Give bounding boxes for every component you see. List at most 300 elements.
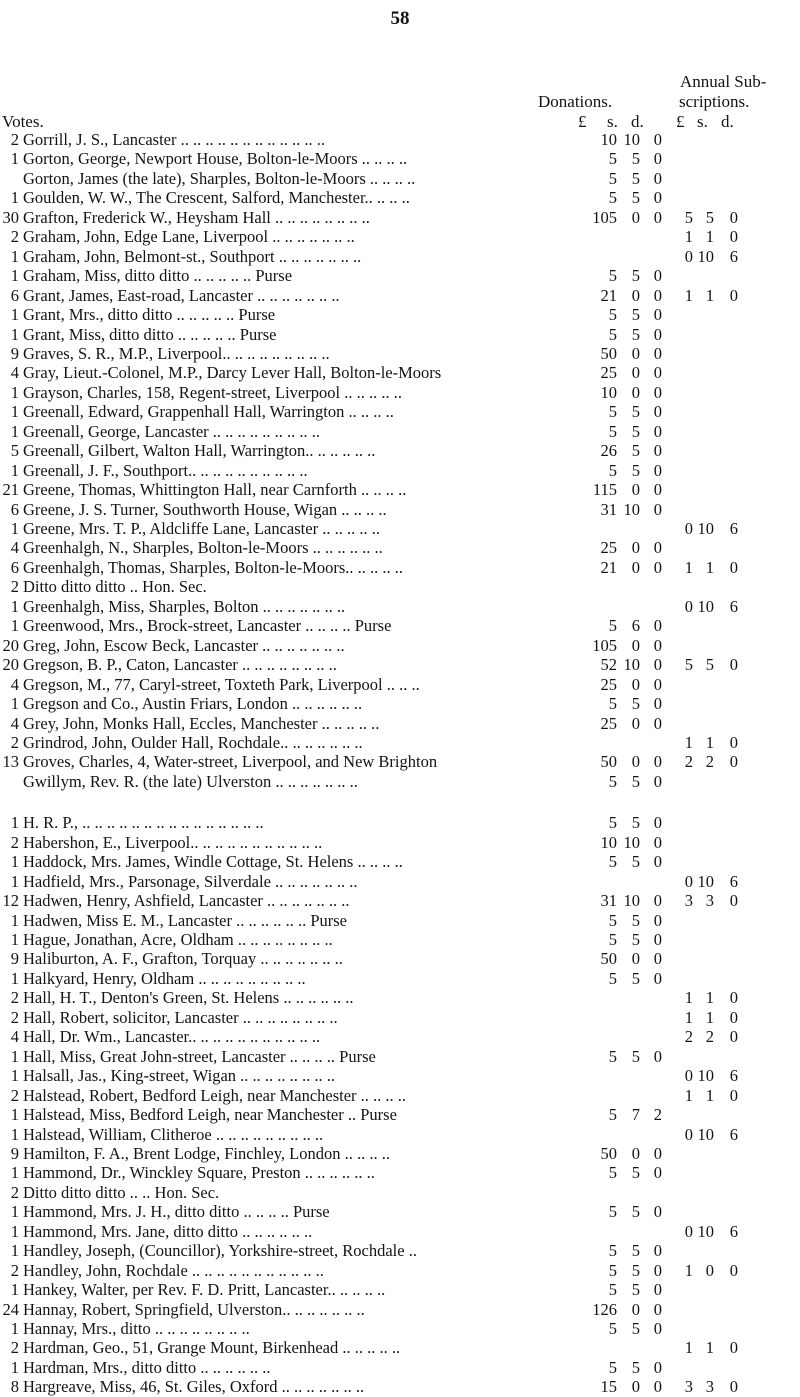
subscriber-name: Grindrod, John, Oulder Hall, Rochdale.. .. .. .. .. .. .. (23, 732, 363, 752)
table-row (0, 597, 800, 617)
donation-amount: 0 (653, 930, 662, 949)
votes-cell: 1 (10, 460, 19, 480)
table-row (0, 655, 800, 675)
donation-amount: 0 (653, 1377, 662, 1397)
votes-cell: 2 (10, 227, 19, 247)
donation-amount: 0 (653, 421, 662, 441)
subscription-amount: 0 (729, 1260, 738, 1280)
votes-cell: 1 (10, 188, 19, 208)
subscriber-name: Gwillym, Rev. R. (the late) Ulverston .. .. .. .. .. .. .. (23, 771, 358, 791)
subscription-amount: 0 (684, 1221, 693, 1241)
subscription-amount: 3 (705, 1377, 714, 1397)
donation-amount: 10 (623, 130, 640, 149)
donation-amount: 10 (600, 130, 617, 149)
votes-cell: 1 (10, 871, 19, 891)
donation-amount: 5 (608, 266, 617, 286)
table-row (0, 852, 800, 872)
votes-cell: 1 (10, 149, 19, 169)
donation-amount: 52 (600, 655, 617, 675)
table-row (0, 305, 800, 325)
votes-cell: 1 (10, 1319, 19, 1338)
votes-cell: 1 (10, 1357, 19, 1377)
donation-amount: 7 (631, 1105, 640, 1125)
donation-amount: 0 (631, 1299, 640, 1319)
subscriber-name: Goulden, W. W., The Crescent, Salford, Manchester.. .. .. .. (23, 188, 410, 208)
subscription-amount: 6 (729, 871, 738, 891)
donation-amount: 6 (631, 616, 640, 636)
table-row (0, 930, 800, 950)
donation-amount: 5 (631, 1319, 640, 1338)
subscription-amount: 0 (729, 1338, 738, 1358)
table-row (0, 441, 800, 461)
votes-cell: 1 (10, 246, 19, 266)
subscription-amount: 1 (705, 1085, 714, 1105)
subscription-amount: 5 (684, 655, 693, 675)
donation-amount: 5 (631, 149, 640, 169)
table-row (0, 1261, 800, 1281)
table-row (0, 911, 800, 931)
subscription-amount: 6 (729, 246, 738, 266)
votes-cell: 2 (10, 1182, 19, 1202)
donation-amount: 0 (653, 771, 662, 791)
header-sub-pounds: £ (676, 112, 685, 131)
table-row (0, 325, 800, 345)
donation-amount: 5 (608, 910, 617, 930)
header-don-shillings: s. (607, 112, 618, 131)
subscription-amount: 10 (697, 871, 714, 891)
donation-amount: 10 (623, 832, 640, 852)
table-row (0, 833, 800, 853)
donation-amount: 0 (653, 1299, 662, 1319)
donation-amount: 25 (600, 538, 617, 558)
subscription-amount: 10 (697, 519, 714, 538)
donation-amount: 5 (608, 168, 617, 188)
donation-amount: 5 (608, 324, 617, 344)
donation-amount: 0 (653, 1143, 662, 1163)
table-row (0, 1008, 800, 1028)
donation-amount: 50 (600, 343, 617, 363)
header-votes: Votes. (2, 112, 44, 131)
table-row (0, 1280, 800, 1300)
table-row (0, 1105, 800, 1125)
subscriber-name: Gregson, M., 77, Caryl-street, Toxteth Park, Liverpool .. .. .. (23, 674, 420, 694)
donation-amount: 5 (608, 1163, 617, 1183)
table-row (0, 519, 800, 539)
table-row (0, 169, 800, 189)
donation-amount: 25 (600, 713, 617, 733)
subscription-amount: 0 (729, 988, 738, 1008)
donation-amount: 0 (653, 149, 662, 169)
donation-amount: 0 (653, 635, 662, 655)
donation-amount: 5 (608, 1105, 617, 1125)
table-row (0, 1125, 800, 1145)
votes-cell: 4 (10, 1027, 19, 1047)
subscription-amount: 1 (705, 557, 714, 577)
subscriber-name: Haliburton, A. F., Grafton, Torquay .. .. .. .. .. .. .. (23, 949, 343, 969)
subscriber-name: Grant, Mrs., ditto ditto .. .. .. .. .. Purse (23, 305, 276, 325)
table-row (0, 1183, 800, 1203)
table-row (0, 227, 800, 247)
subscriber-name: Graham, John, Edge Lane, Liverpool .. .. .. .. .. .. .. (23, 227, 355, 247)
table-row (0, 480, 800, 500)
donation-amount: 5 (608, 852, 617, 872)
votes-cell: 4 (10, 363, 19, 383)
table-row (0, 208, 800, 228)
donation-amount: 0 (653, 460, 662, 480)
subscriber-name: Hall, Dr. Wm., Lancaster.. .. .. .. .. .. .. .. .. .. .. (23, 1027, 321, 1047)
subscription-amount: 1 (705, 285, 714, 305)
subscriber-name: Hall, Robert, solicitor, Lancaster .. .. .. .. .. .. .. .. (23, 1007, 338, 1027)
header-don-pounds: £ (578, 112, 587, 131)
subscription-amount: 3 (705, 891, 714, 911)
table-row (0, 1163, 800, 1183)
donation-amount: 0 (653, 968, 662, 988)
donation-amount: 5 (608, 1280, 617, 1300)
table-row (0, 1027, 800, 1047)
votes-cell: 1 (10, 324, 19, 344)
donation-amount: 5 (631, 1241, 640, 1261)
subscriber-name: Hannay, Robert, Springfield, Ulverston.. .. .. .. .. .. .. (23, 1299, 365, 1319)
table-row (0, 500, 800, 520)
subscriber-name: Greenall, Gilbert, Walton Hall, Warrington.. .. .. .. .. .. (23, 441, 376, 461)
subscriber-name: Graves, S. R., M.P., Liverpool.. .. .. .. .. .. .. .. .. (23, 343, 330, 363)
subscription-amount: 1 (705, 732, 714, 752)
donation-amount: 0 (653, 557, 662, 577)
donation-amount: 0 (653, 949, 662, 969)
subscription-amount: 0 (729, 891, 738, 911)
table-row (0, 363, 800, 383)
subscription-amount: 1 (684, 557, 693, 577)
votes-cell: 20 (2, 635, 19, 655)
donation-amount: 31 (600, 891, 617, 911)
votes-cell: 6 (10, 557, 19, 577)
subscriber-name: Gregson, B. P., Caton, Lancaster .. .. .. .. .. .. .. .. (23, 655, 337, 675)
donation-amount: 5 (631, 305, 640, 325)
table-row (0, 872, 800, 892)
subscriber-name: Greg, John, Escow Beck, Lancaster .. .. .. .. .. .. .. (23, 635, 345, 655)
table-row (0, 1319, 800, 1339)
votes-cell: 2 (10, 988, 19, 1008)
table-row (0, 694, 800, 714)
votes-cell: 21 (2, 480, 19, 500)
votes-cell: 1 (10, 1046, 19, 1066)
donation-amount: 0 (653, 441, 662, 461)
subscription-amount: 2 (705, 752, 714, 772)
donation-amount: 5 (631, 910, 640, 930)
subscriber-name: Hague, Jonathan, Acre, Oldham .. .. .. .. .. .. .. .. (23, 930, 333, 949)
table-row (0, 969, 800, 989)
donation-amount: 0 (653, 832, 662, 852)
page-number: 58 (390, 8, 410, 29)
subscription-amount: 0 (729, 285, 738, 305)
votes-cell: 1 (10, 1105, 19, 1125)
donation-amount: 126 (592, 1299, 617, 1319)
votes-cell: 1 (10, 1163, 19, 1183)
subscriber-name: Grafton, Frederick W., Heysham Hall .. .. .. .. .. .. .. .. (23, 207, 370, 227)
votes-cell: 1 (10, 266, 19, 286)
table-row (0, 1066, 800, 1086)
donation-amount: 25 (600, 674, 617, 694)
subscription-amount: 0 (729, 557, 738, 577)
subscriber-name: Handley, Joseph, (Councillor), Yorkshire-street, Rochdale .. (23, 1241, 417, 1261)
subscription-amount: 0 (684, 596, 693, 616)
subscription-amount: 6 (729, 1066, 738, 1086)
donation-amount: 0 (653, 305, 662, 325)
donation-amount: 0 (653, 1357, 662, 1377)
subscriber-name: Hargreave, Miss, 46, St. Giles, Oxford .. .. .. .. .. .. .. (23, 1377, 365, 1397)
subscriber-name: Greenall, Edward, Grappenhall Hall, Warrington .. .. .. .. (23, 402, 394, 422)
table-row (0, 949, 800, 969)
subscription-amount: 10 (697, 1066, 714, 1086)
subscription-amount: 0 (729, 1027, 738, 1047)
subscription-amount: 1 (684, 988, 693, 1008)
donation-amount: 0 (653, 616, 662, 636)
votes-cell: 1 (10, 1066, 19, 1086)
table-row (0, 1300, 800, 1320)
donation-amount: 0 (653, 402, 662, 422)
donation-amount: 5 (608, 460, 617, 480)
donation-amount: 5 (608, 149, 617, 169)
donation-amount: 0 (653, 813, 662, 833)
donation-amount: 0 (631, 949, 640, 969)
votes-cell: 1 (10, 813, 19, 833)
votes-cell: 9 (10, 1143, 19, 1163)
subscriber-name: Hadwen, Miss E. M., Lancaster .. .. .. .. .. .. Purse (23, 910, 347, 930)
votes-cell: 24 (2, 1299, 19, 1319)
donation-amount: 0 (653, 752, 662, 772)
subscription-amount: 1 (684, 732, 693, 752)
donation-amount: 5 (608, 616, 617, 636)
donation-amount: 5 (608, 694, 617, 714)
subscription-amount: 0 (684, 246, 693, 266)
table-row (0, 558, 800, 578)
subscription-amount: 6 (729, 596, 738, 616)
subscriber-name: Hammond, Mrs. Jane, ditto ditto .. .. .. .. .. .. (23, 1221, 313, 1241)
votes-cell: 2 (10, 1007, 19, 1027)
donation-amount: 0 (653, 694, 662, 714)
donation-amount: 0 (653, 188, 662, 208)
donation-amount: 0 (653, 363, 662, 383)
table-row (0, 130, 800, 150)
donation-amount: 115 (592, 480, 617, 500)
votes-cell: 1 (10, 694, 19, 714)
votes-cell: 9 (10, 949, 19, 969)
header-donations: Donations. (538, 92, 613, 111)
votes-cell: 1 (10, 305, 19, 325)
table-row (0, 461, 800, 481)
table-row (0, 1202, 800, 1222)
subscription-amount: 10 (697, 596, 714, 616)
table-row (0, 813, 800, 833)
donation-amount: 0 (653, 480, 662, 500)
subscription-amount: 5 (705, 655, 714, 675)
subscription-amount: 10 (697, 1221, 714, 1241)
donation-amount: 0 (653, 891, 662, 911)
table-row (0, 577, 800, 597)
votes-cell: 1 (10, 596, 19, 616)
header-sub-pence: d. (721, 112, 734, 131)
subscriber-name: Halsall, Jas., King-street, Wigan .. .. .. .. .. .. .. .. (23, 1066, 336, 1086)
subscription-amount: 10 (697, 246, 714, 266)
donation-amount: 50 (600, 949, 617, 969)
subscriber-name: Hall, H. T., Denton's Green, St. Helens .. .. .. .. .. .. (23, 988, 354, 1008)
subscriber-name: Gregson and Co., Austin Friars, London .. .. .. .. .. .. (23, 694, 363, 714)
subscriber-name: Greene, Thomas, Whittington Hall, near Carnforth .. .. .. .. (23, 480, 407, 500)
subscription-amount: 2 (684, 752, 693, 772)
donation-amount: 0 (631, 285, 640, 305)
subscription-amount: 6 (729, 519, 738, 538)
donation-amount: 0 (631, 557, 640, 577)
subscription-amount: 1 (684, 227, 693, 247)
donation-amount: 5 (631, 1163, 640, 1183)
table-row (0, 402, 800, 422)
votes-cell: 4 (10, 674, 19, 694)
subscriber-name: Hadwen, Henry, Ashfield, Lancaster .. .. .. .. .. .. .. (23, 891, 350, 911)
subscriber-name: Greene, J. S. Turner, Southworth House, Wigan .. .. .. .. (23, 499, 387, 519)
donation-amount: 21 (600, 557, 617, 577)
table-row (0, 1377, 800, 1397)
donation-amount: 0 (653, 538, 662, 558)
donation-amount: 2 (653, 1105, 662, 1125)
donation-amount: 5 (631, 324, 640, 344)
donation-amount: 0 (653, 1280, 662, 1300)
donation-amount: 5 (631, 1202, 640, 1222)
votes-cell: 5 (10, 441, 19, 461)
subscription-amount: 0 (729, 732, 738, 752)
donation-amount: 0 (653, 324, 662, 344)
table-row (0, 616, 800, 636)
votes-cell: 2 (10, 732, 19, 752)
donation-amount: 5 (631, 852, 640, 872)
donation-amount: 0 (653, 713, 662, 733)
donation-amount: 0 (653, 130, 662, 149)
donation-amount: 5 (631, 694, 640, 714)
header-annual: Annual Sub- (680, 72, 767, 91)
table-row (0, 1047, 800, 1067)
donation-amount: 0 (631, 752, 640, 772)
table-row (0, 266, 800, 286)
subscriber-name: Grant, James, East-road, Lancaster .. .. .. .. .. .. .. (23, 285, 340, 305)
donation-amount: 5 (608, 771, 617, 791)
donation-amount: 5 (631, 402, 640, 422)
donation-amount: 5 (631, 460, 640, 480)
subscription-amount: 0 (729, 1377, 738, 1397)
donation-amount: 5 (631, 1046, 640, 1066)
subscription-amount: 1 (705, 1338, 714, 1358)
table-row (0, 714, 800, 734)
subscriber-name: Groves, Charles, 4, Water-street, Liverpool, and New Brighton (23, 752, 438, 772)
table-row (0, 1358, 800, 1378)
donation-amount: 105 (592, 207, 617, 227)
votes-cell: 1 (10, 968, 19, 988)
donation-amount: 5 (608, 188, 617, 208)
votes-cell: 6 (10, 285, 19, 305)
subscriber-name: Hammond, Mrs. J. H., ditto ditto .. .. .. .. Purse (23, 1202, 330, 1222)
subscriber-name: Halstead, William, Clitheroe .. .. .. .. .. .. .. .. .. (23, 1124, 324, 1144)
header-subscriptions: scriptions. (679, 92, 750, 111)
table-row (0, 675, 800, 695)
header-don-pence: d. (631, 112, 644, 131)
votes-cell: 4 (10, 713, 19, 733)
donation-amount: 0 (653, 1202, 662, 1222)
donation-amount: 0 (653, 1046, 662, 1066)
donation-amount: 0 (653, 1260, 662, 1280)
table-row (0, 988, 800, 1008)
subscription-amount: 1 (684, 285, 693, 305)
donation-amount: 0 (653, 1241, 662, 1261)
donation-amount: 0 (631, 343, 640, 363)
donation-amount: 0 (653, 674, 662, 694)
subscriber-name: Habershon, E., Liverpool.. .. .. .. .. .. .. .. .. .. .. (23, 832, 323, 852)
votes-cell: 1 (10, 1221, 19, 1241)
subscriber-name: Grayson, Charles, 158, Regent-street, Liverpool .. .. .. .. .. (23, 382, 402, 402)
header-sub-shillings: s. (697, 112, 708, 131)
donation-amount: 10 (623, 891, 640, 911)
donation-amount: 5 (631, 930, 640, 949)
donation-amount: 5 (631, 771, 640, 791)
table-row (0, 752, 800, 772)
subscriber-name: Greenhalgh, N., Sharples, Bolton-le-Moors .. .. .. .. .. .. (23, 538, 383, 558)
table-row (0, 344, 800, 364)
table-row (0, 1338, 800, 1358)
donation-amount: 15 (600, 1377, 617, 1397)
votes-cell: 1 (10, 382, 19, 402)
votes-cell: 1 (10, 616, 19, 636)
subscriber-name: Halstead, Robert, Bedford Leigh, near Manchester .. .. .. .. (23, 1085, 407, 1105)
votes-cell: 1 (10, 930, 19, 949)
donation-amount: 0 (653, 1163, 662, 1183)
table-row (0, 286, 800, 306)
votes-cell: 30 (2, 207, 19, 227)
votes-cell: 4 (10, 538, 19, 558)
table-row (0, 891, 800, 911)
subscriber-name: Gray, Lieut.-Colonel, M.P., Darcy Lever Hall, Bolton-le-Moors (23, 363, 442, 383)
subscription-amount: 1 (684, 1260, 693, 1280)
votes-cell: 13 (2, 752, 19, 772)
donation-amount: 0 (631, 1143, 640, 1163)
subscriber-name: Greenhalgh, Thomas, Sharples, Bolton-le-Moors.. .. .. .. .. (23, 557, 404, 577)
subscription-amount: 1 (684, 1085, 693, 1105)
subscriber-name: Handley, John, Rochdale .. .. .. .. .. .. .. .. .. .. .. (23, 1260, 324, 1280)
donation-amount: 5 (608, 305, 617, 325)
donation-amount: 31 (600, 499, 617, 519)
donation-amount: 0 (631, 674, 640, 694)
donation-amount: 5 (631, 441, 640, 461)
subscriber-name: Hall, Miss, Great John-street, Lancaster .. .. .. .. Purse (23, 1046, 376, 1066)
votes-cell: 1 (10, 910, 19, 930)
votes-cell: 1 (10, 519, 19, 538)
subscriber-name: Grant, Miss, ditto ditto .. .. .. .. .. Purse (23, 324, 277, 344)
subscriber-name: Hammond, Dr., Winckley Square, Preston .. .. .. .. .. .. (23, 1163, 375, 1183)
donation-amount: 10 (623, 499, 640, 519)
donation-amount: 5 (631, 266, 640, 286)
subscriber-name: Graham, Miss, ditto ditto .. .. .. .. .. Purse (23, 266, 293, 286)
donation-amount: 5 (608, 1202, 617, 1222)
donation-amount: 0 (653, 499, 662, 519)
subscription-amount: 0 (729, 207, 738, 227)
table-row (0, 1086, 800, 1106)
table-row (0, 1144, 800, 1164)
table-row (0, 383, 800, 403)
donation-amount: 5 (631, 421, 640, 441)
donation-amount: 0 (631, 363, 640, 383)
donation-amount: 5 (608, 1046, 617, 1066)
subscriber-name: Halkyard, Henry, Oldham .. .. .. .. .. .. .. .. .. (23, 968, 306, 988)
subscription-amount: 0 (684, 519, 693, 538)
donation-amount: 5 (631, 188, 640, 208)
donation-amount: 0 (631, 1377, 640, 1397)
votes-cell: 6 (10, 499, 19, 519)
